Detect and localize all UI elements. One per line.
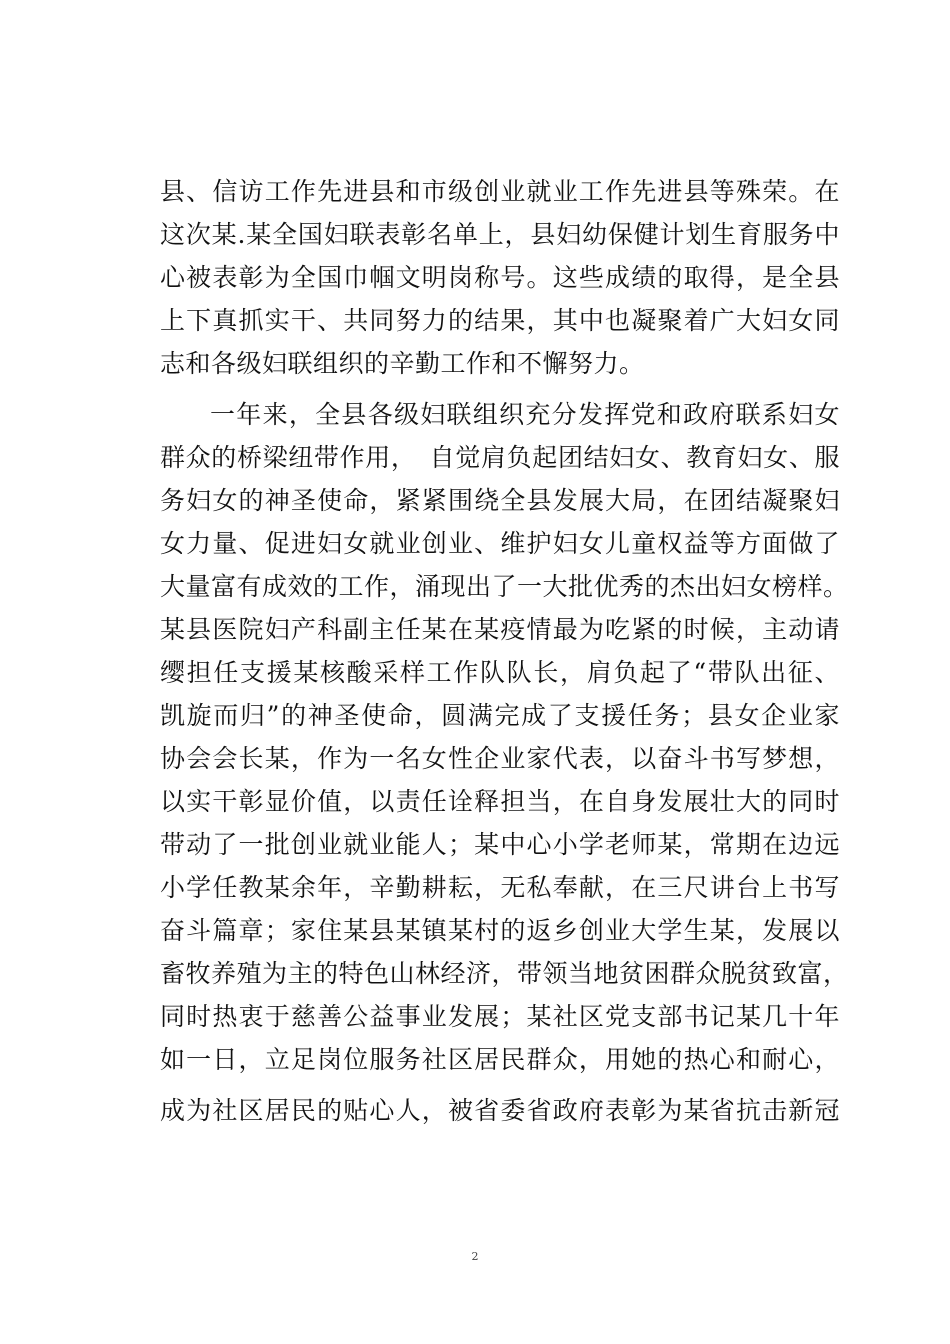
text-line: 女力量、促进妇女就业创业、维护妇女儿童权益等方面做了 [160, 529, 840, 558]
text-line: 带动了一批创业就业能人；某中心小学老师某，常期在边远 [160, 830, 840, 859]
text-line: 协会会长某，作为一名女性企业家代表，以奋斗书写梦想， [160, 744, 840, 773]
text-line: 奋斗篇章；家住某县某镇某村的返乡创业大学生某，发展以 [160, 916, 840, 945]
text-line: 大量富有成效的工作，涌现出了一大批优秀的杰出妇女榜样。 [160, 572, 849, 601]
text-line: 如一日，立足岗位服务社区居民群众，用她的热心和耐心， [160, 1045, 840, 1074]
text-line: 同时热衷于慈善公益事业发展；某社区党支部书记某几十年 [160, 1002, 840, 1031]
page-number: 2 [471, 1250, 479, 1263]
text-line: 上下真抓实干、共同努力的结果，其中也凝聚着广大妇女同 [160, 306, 840, 335]
text-line: 这次某.某全国妇联表彰名单上，县妇幼保健计划生育服务中 [160, 220, 840, 249]
text-line: 小学任教某余年，辛勤耕耘，无私奉献，在三尺讲台上书写 [160, 873, 840, 902]
text-line: 畜牧养殖为主的特色山林经济，带领当地贫困群众脱贫致富， [160, 959, 849, 988]
text-line: 县、信访工作先进县和市级创业就业工作先进县等殊荣。在 [160, 177, 840, 206]
text-line: 务妇女的神圣使命，紧紧围绕全县发展大局，在团结凝聚妇 [160, 486, 840, 515]
text-line: 缨担任支援某核酸采样工作队队长，肩负起了“带队出征、 [160, 658, 840, 687]
text-line: 志和各级妇联组织的辛勤工作和不懈努力。 [160, 349, 645, 378]
paragraph-first-line: 一年来，全县各级妇联组织充分发挥党和政府联系妇女 [210, 400, 840, 429]
text-line: 凯旋而归”的神圣使命，圆满完成了支援任务；县女企业家 [160, 701, 840, 730]
text-line: 心被表彰为全国巾帼文明岗称号。这些成绩的取得，是全县 [160, 263, 840, 292]
text-line: 群众的桥梁纽带作用， 自觉肩负起团结妇女、教育妇女、服 [160, 443, 840, 472]
text-line: 某县医院妇产科副主任某在某疫情最为吃紧的时候，主动请 [160, 615, 840, 644]
text-line: 以实干彰显价值，以责任诠释担当，在自身发展壮大的同时 [160, 787, 840, 816]
text-line: 成为社区居民的贴心人，被省委省政府表彰为某省抗击新冠 [160, 1096, 840, 1125]
